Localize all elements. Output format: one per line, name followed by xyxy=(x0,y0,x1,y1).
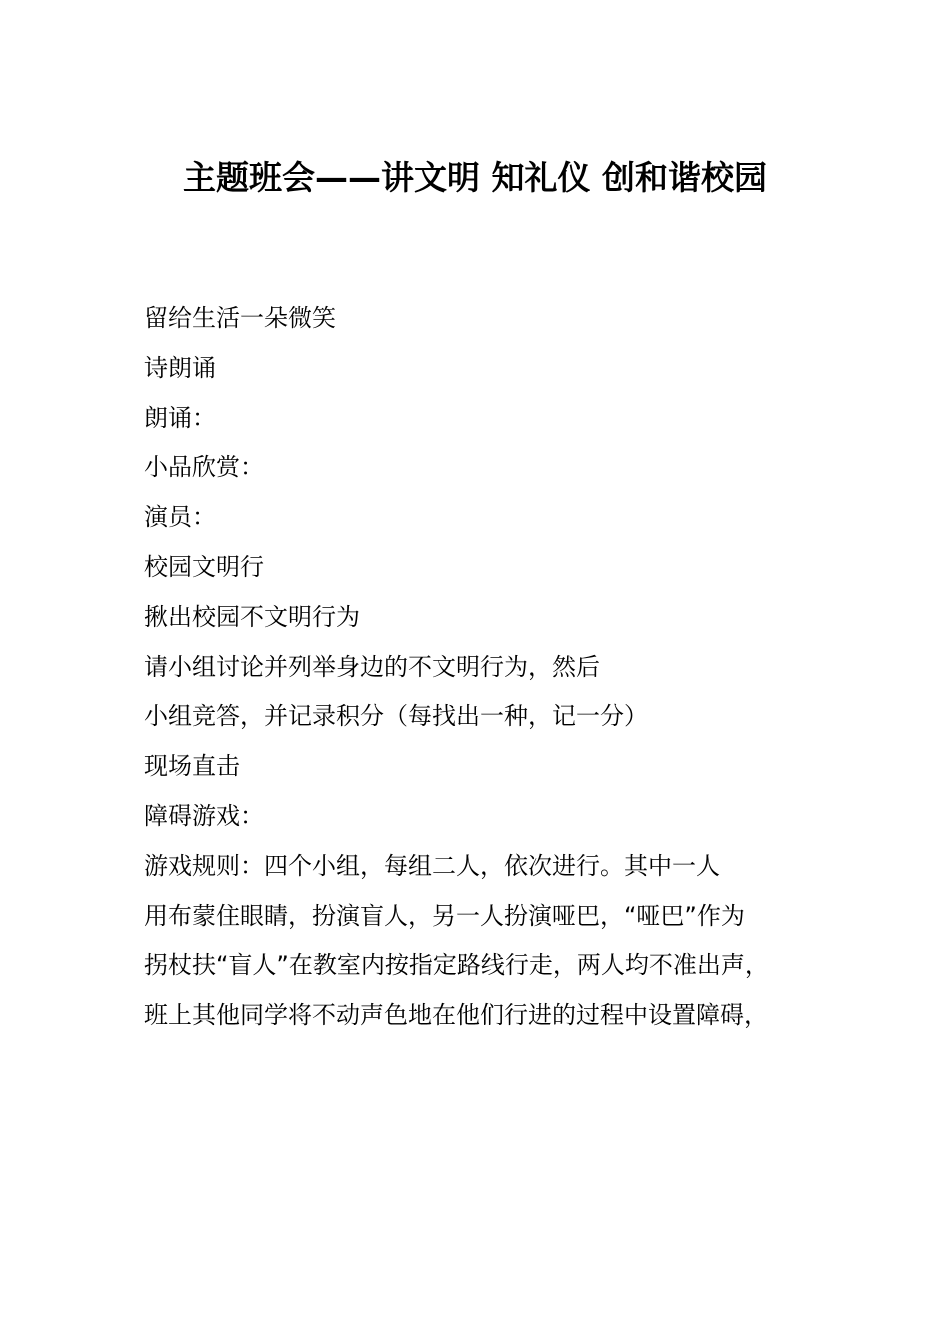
body-line: 游戏规则：四个小组，每组二人，依次进行。其中一人 xyxy=(144,851,720,880)
document-body xyxy=(144,294,812,1041)
body-line: 请小组讨论并列举身边的不文明行为，然后 xyxy=(144,652,600,681)
body-line: 演员： xyxy=(144,503,216,532)
body-line: 留给生活一朵微笑 xyxy=(144,304,336,332)
body-line: 小品欣赏： xyxy=(144,453,264,482)
body-line: 现场直击 xyxy=(144,752,240,781)
body-line: 拐杖扶“盲人”在教室内按指定路线行走，两人均不准出声， xyxy=(144,951,769,980)
body-line: 障碍游戏： xyxy=(144,801,264,830)
body-line: 班上其他同学将不动声色地在他们行进的过程中设置障碍， xyxy=(144,1001,768,1030)
body-line: 揪出校园不文明行为 xyxy=(144,602,360,631)
body-line: 校园文明行 xyxy=(144,552,264,581)
body-line: 小组竞答，并记录积分（每找出一种，记一分） xyxy=(144,702,648,731)
document-title: 主题班会——讲文明 知礼仪 创和谐校园 xyxy=(183,158,767,197)
body-line: 用布蒙住眼睛，扮演盲人，另一人扮演哑巴，“哑巴”作为 xyxy=(144,901,745,930)
body-line: 朗诵： xyxy=(144,403,216,432)
body-line: 诗朗诵 xyxy=(144,353,216,382)
